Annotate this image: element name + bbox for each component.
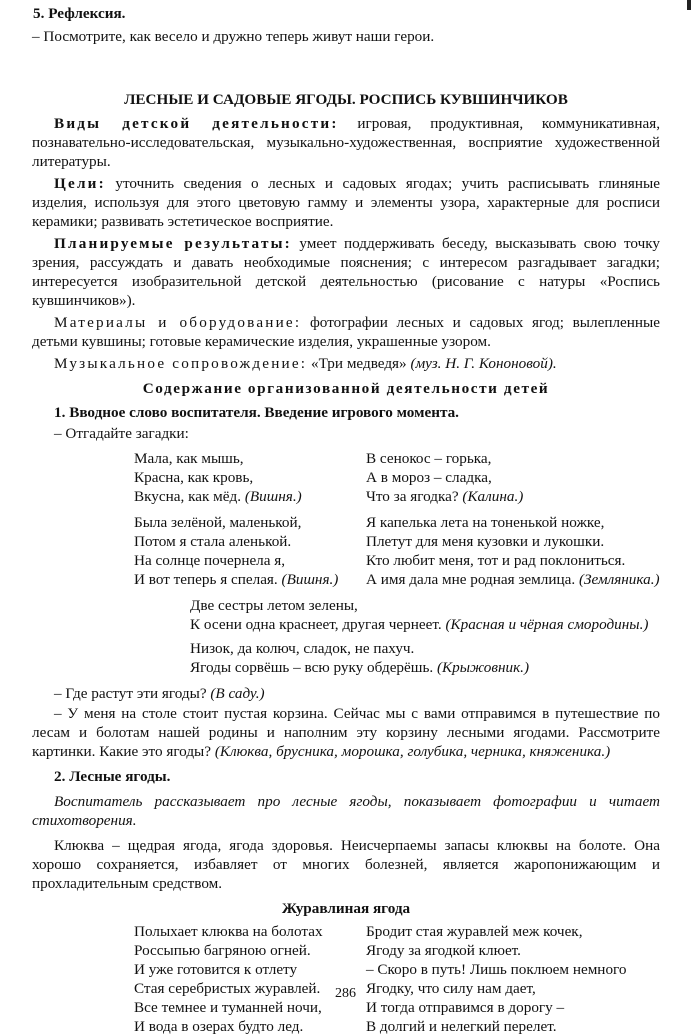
where-question-text: – Где растут эти ягоды? — [54, 685, 211, 702]
kinds-label: Виды детской деятельности: — [54, 115, 339, 132]
poem-block — [134, 922, 660, 1036]
music-label: Музыкальное сопровождение: — [54, 355, 308, 372]
music-author: (муз. Н. Г. Кононовой). — [410, 355, 557, 372]
riddle-b-left-4-text: И вот теперь я спелая. — [134, 571, 282, 588]
riddle-a-left-3-text: Вкусна, как мёд. — [134, 488, 245, 505]
cranberry-paragraph: Клюква – щедрая ягода, ягода здоровья. Неисчерпаемы запасы клюквы на болоте. Она хорошо сохраняется, избавляет от многих болезней, является жаропонижающим и прохладительным средством. — [32, 837, 660, 892]
riddle-b-right-answer: (Земляника.) — [578, 571, 660, 588]
riddle-block-d — [190, 639, 660, 677]
poem-left-6: И вода в озерах будто лед. — [134, 1018, 304, 1035]
riddle-c-line-2 — [190, 615, 660, 634]
poem-right-1: Бродит стая журавлей меж кочек, — [366, 923, 583, 940]
where-question — [32, 684, 660, 703]
riddle-b-left-3: На солнце почернела я, — [134, 552, 286, 569]
section5-heading: 5. Рефлексия. — [33, 5, 126, 22]
basket-text: – У меня на столе стоит пустая корзина. Сейчас мы с вами отправимся в путешествие по лесам и болотам нашей родины и наполним эту корзину лесными ягодами. Рассмотрите картинки. Какие это ягоды? — [32, 705, 660, 760]
materials-label: Материалы и оборудование: — [54, 314, 302, 331]
riddle-c-line-1: Две сестры летом зелены, — [190, 597, 358, 614]
riddle-a-right-2: А в мороз – сладка, — [366, 469, 492, 486]
riddle-b-right-3: Кто любит меня, тот и рад поклониться. — [366, 552, 626, 569]
riddle-d-line-1: Низок, да колюч, сладок, не пахуч. — [190, 640, 415, 657]
scan-mark — [687, 0, 691, 10]
riddle-b-right-4-text: А имя дала мне родная землица. — [366, 571, 579, 588]
poem-right-5: И тогда отправимся в дорогу – — [366, 999, 565, 1016]
riddle-a-right-answer: (Калина.) — [462, 488, 524, 505]
part1-heading: 1. Вводное слово воспитателя. Введение игрового момента. — [54, 404, 459, 421]
riddles-block-b — [134, 513, 660, 589]
music-text: «Три медведя» — [307, 355, 411, 372]
riddle-block-c — [190, 596, 660, 634]
riddle-b-right-1: Я капелька лета на тоненькой ножке, — [366, 514, 605, 531]
riddle-a-left-1: Мала, как мышь, — [134, 450, 244, 467]
riddle-b-right-2: Плетут для меня кузовки и лукошки. — [366, 533, 605, 550]
poem-right-3: – Скоро в путь! Лишь поклюем немного — [366, 961, 627, 978]
part2-heading: 2. Лесные ягоды. — [54, 768, 171, 785]
part2-intro: Воспитатель рассказывает про лесные ягоды, показывает фотографии и читает стихотворения. — [32, 793, 660, 829]
riddle-a-left-2: Красна, как кровь, — [134, 469, 254, 486]
materials-paragraph — [32, 313, 660, 351]
riddles-block-a — [134, 449, 660, 506]
poem-left-3: И уже готовится к отлету — [134, 961, 298, 978]
goals-text: уточнить сведения о лесных и садовых ягодах; учить расписывать глиняные изделия, используя для этого цветовую гамму и элементы узора, характерные для росписи керамики; развивать эстетическое восприятие. — [32, 175, 660, 230]
poem-right-2: Ягоду за ягодкой клюет. — [366, 942, 521, 959]
results-label: Планируемые результаты: — [54, 235, 292, 252]
music-paragraph — [32, 354, 660, 373]
poem-title: Журавлиная ягода — [281, 900, 411, 917]
document-page — [32, 4, 660, 1036]
kinds-paragraph — [32, 114, 660, 171]
kinds-text: игровая, продуктивная, коммуникативная, познавательно-исследовательская, музыкально-художественная, восприятие художественной литературы. — [32, 115, 660, 170]
results-paragraph — [32, 234, 660, 310]
poem-right-6: В долгий и нелегкий перелет. — [366, 1018, 557, 1035]
results-text: умеет поддерживать беседу, высказывать свою точку зрения, рассуждать и давать необходимые пояснения; с интересом разгадывает загадки; интересуется изобразительной детской деятельностью (рисование с натуры «Роспись кувшинчиков»). — [32, 235, 661, 309]
poem-right-4: Ягодку, что силу нам дает, — [366, 980, 536, 997]
poem-left-5: Все темнее и туманней ночи, — [134, 999, 322, 1016]
riddle-d-line-2 — [190, 658, 660, 677]
part1-intro: – Отгадайте загадки: — [54, 425, 189, 442]
where-answer: (В саду.) — [210, 685, 265, 702]
page-title: ЛЕСНЫЕ И САДОВЫЕ ЯГОДЫ. РОСПИСЬ КУВШИНЧИКОВ — [124, 91, 568, 108]
riddle-a-right-3 — [366, 487, 666, 506]
riddle-a-right-3-text: Что за ягодка? — [366, 488, 463, 505]
riddle-b-left-1: Была зелёной, маленькой, — [134, 514, 302, 531]
riddle-a-left-answer: (Вишня.) — [244, 488, 302, 505]
riddle-a-left-3 — [134, 487, 366, 506]
riddle-b-left-2: Потом я стала аленькой. — [134, 533, 292, 550]
riddle-c-line-2-text: К осени одна краснеет, другая чернеет. — [190, 616, 446, 633]
page-number: 286 — [335, 986, 356, 1001]
riddle-d-answer: (Крыжовник.) — [436, 659, 530, 676]
poem-left-2: Россыпью багряною огней. — [134, 942, 311, 959]
riddle-b-right-4 — [366, 570, 666, 589]
poem-left-4: Стая серебристых журавлей. — [134, 980, 321, 997]
riddle-d-line-2-text: Ягоды сорвёшь – всю руку обдерёшь. — [190, 659, 437, 676]
poem-left-1: Полыхает клюква на болотах — [134, 923, 323, 940]
goals-label: Цели: — [54, 175, 106, 192]
goals-paragraph — [32, 174, 660, 231]
section5-line: – Посмотрите, как весело и дружно теперь живут наши герои. — [32, 28, 435, 45]
riddle-b-left-answer: (Вишня.) — [281, 571, 339, 588]
content-heading: Содержание организованной деятельности детей — [142, 380, 550, 397]
riddle-b-left-4 — [134, 570, 366, 589]
basket-paragraph — [32, 704, 660, 761]
basket-answer: (Клюква, брусника, морошка, голубика, черника, княженика.) — [214, 743, 611, 760]
riddle-c-answer: (Красная и чёрная смородины.) — [445, 616, 649, 633]
materials-text: фотографии лесных и садовых ягод; вылепленные детьми кувшины; готовые керамические изделия, украшенные узором. — [32, 314, 660, 350]
riddle-a-right-1: В сенокос – горька, — [366, 450, 492, 467]
